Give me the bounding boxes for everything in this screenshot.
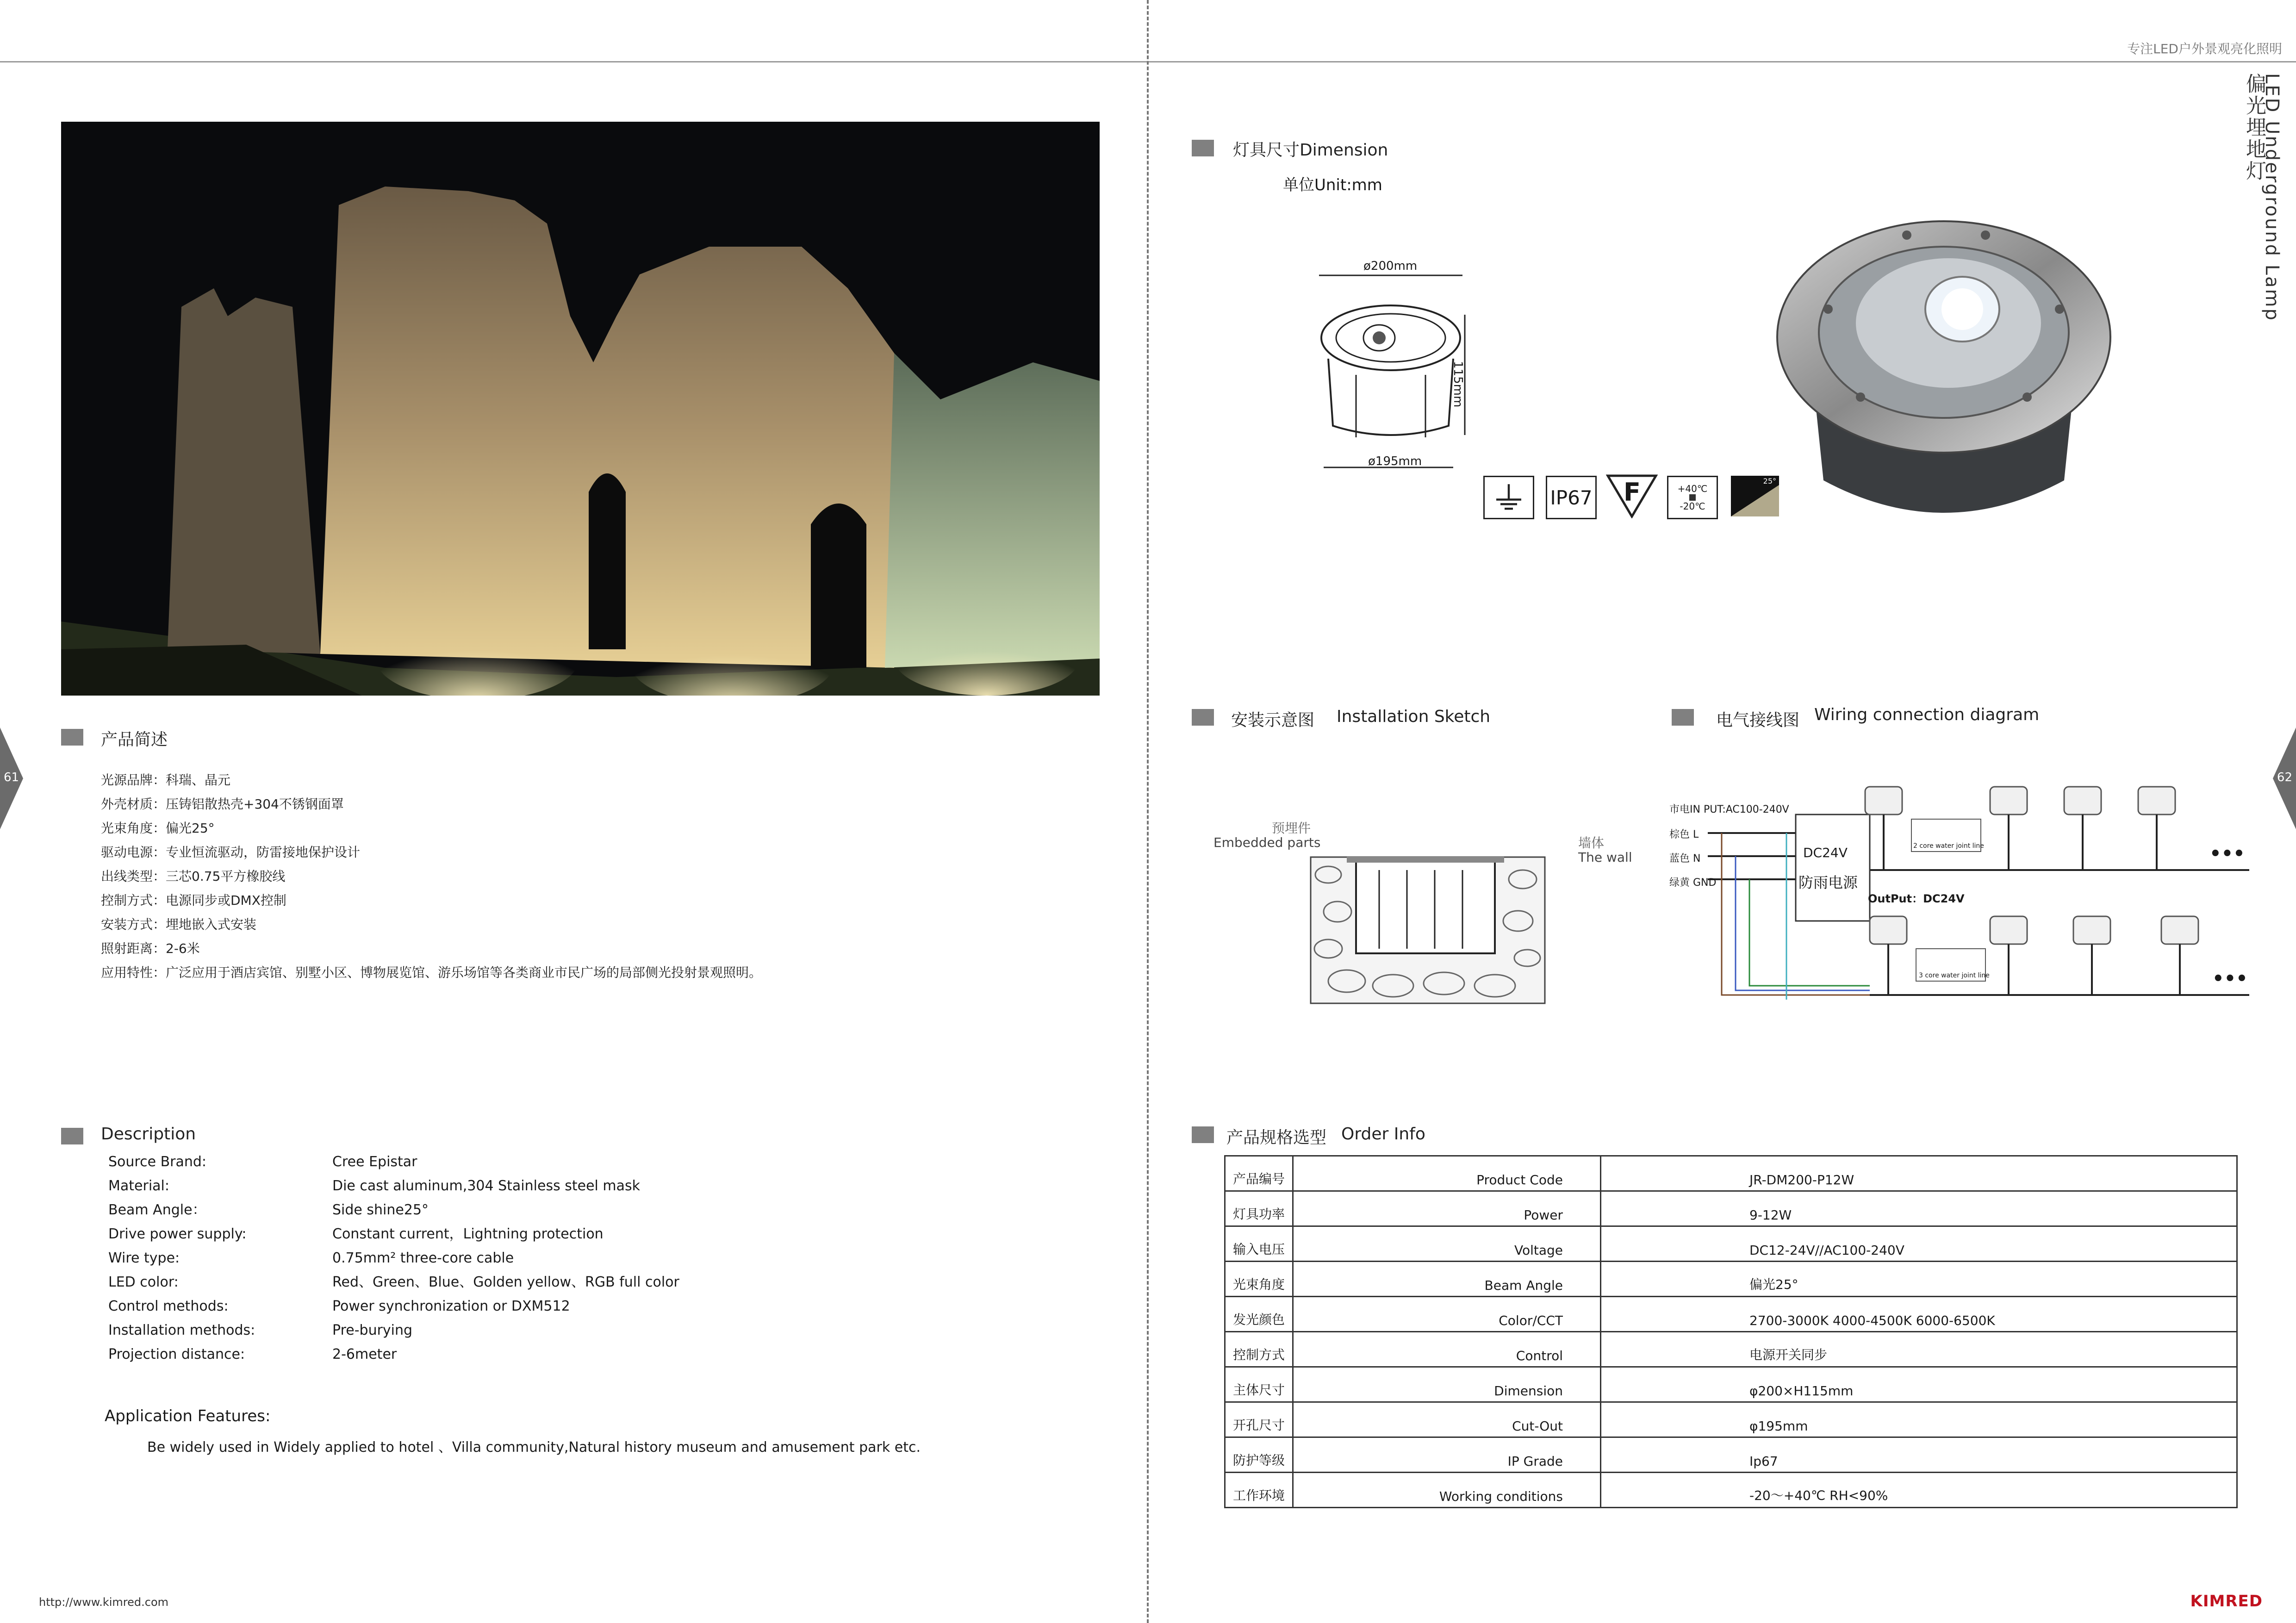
row-en: Working conditions: [1293, 1473, 1601, 1508]
right-page-number: 62: [2277, 771, 2292, 784]
overview-line: 外壳材质：压铸铝散热壳+304不锈钢面罩: [101, 796, 344, 812]
table-row: [1225, 1332, 2237, 1367]
wiring-input-label: 市电IN PUT:AC100-240V: [1669, 804, 1789, 815]
overview-line: 出线类型：三芯0.75平方橡胶线: [101, 869, 286, 884]
desc-key: Installation methods:: [108, 1322, 255, 1338]
row-cn: 主体尺寸: [1225, 1367, 1293, 1402]
row-value: DC12-24V//AC100-240V: [1601, 1226, 2237, 1262]
row-value: φ195mm: [1601, 1402, 2237, 1437]
overview-line: 应用特性：广泛应用于酒店宾馆、别墅小区、博物展览馆、游乐场馆等各类商业市民广场的局部侧光投射景观照明。: [101, 965, 762, 980]
row-value: 电源开关同步: [1601, 1332, 2237, 1367]
ip67-icon: IP67: [1546, 476, 1597, 519]
row-cn: 灯具功率: [1225, 1191, 1293, 1226]
header-tagline: 专注LED户外景观亮化照明: [2127, 41, 2282, 56]
application-title: Application Features:: [105, 1407, 271, 1425]
unit-label: 单位Unit:mm: [1283, 176, 1382, 194]
table-row: [1225, 1367, 2237, 1402]
psu-name: 防雨电源: [1798, 874, 1858, 891]
desc-key: LED color:: [108, 1274, 179, 1290]
desc-key: Beam Angle：: [108, 1202, 206, 1218]
overview-line: 驱动电源：专业恒流驱动，防雷接地保护设计: [101, 845, 361, 860]
row-en: Cut-Out: [1293, 1402, 1601, 1437]
temperature-icon: [1667, 476, 1718, 519]
description-keys: [108, 1150, 340, 1367]
application-text: Be widely used in Widely applied to hotel 、Villa community,Natural history museum and amusement park etc.: [147, 1439, 921, 1455]
row-value: -20～+40℃ RH<90%: [1601, 1473, 2237, 1508]
overview-title: 产品简述: [101, 730, 168, 749]
temp-high: +40℃: [1677, 483, 1708, 494]
table-row: [1225, 1402, 2237, 1437]
desc-value: 2-6meter: [332, 1346, 397, 1362]
row-value: JR-DM200-P12W: [1601, 1156, 2237, 1191]
joint-label-1: 2 core water joint line: [1913, 842, 1984, 850]
row-en: Beam Angle: [1293, 1262, 1601, 1297]
top-diameter-label: ø200mm: [1363, 259, 1418, 273]
application-photo: [61, 122, 1100, 696]
wiring-n-label: 蓝色 N: [1669, 853, 1701, 864]
dimension-title: 灯具尺寸Dimension: [1233, 141, 1388, 160]
desc-value: Red、Green、Blue、Golden yellow、RGB full color: [332, 1274, 679, 1290]
joint-label-2: 3 core water joint line: [1919, 972, 1990, 979]
section-bullet: [1192, 1126, 1214, 1143]
description-values: [332, 1150, 934, 1367]
desc-key: Projection distance:: [108, 1346, 245, 1362]
row-cn: 开孔尺寸: [1225, 1402, 1293, 1437]
row-value: φ200×H115mm: [1601, 1367, 2237, 1402]
wall-label-en: The wall: [1578, 850, 1632, 865]
table-row: [1225, 1156, 2237, 1191]
table-row: [1225, 1191, 2237, 1226]
row-en: Voltage: [1293, 1226, 1601, 1262]
row-en: Dimension: [1293, 1367, 1601, 1402]
embedded-label-en: Embedded parts: [1213, 835, 1321, 850]
lamp-product-image: [1768, 193, 2120, 545]
row-cn: 控制方式: [1225, 1332, 1293, 1367]
overview-line: 照射距离：2-6米: [101, 941, 200, 956]
embedded-label-cn: 预埋件: [1272, 821, 1311, 836]
temp-low: -20℃: [1680, 501, 1705, 512]
wiring-l-label: 棕色 L: [1669, 829, 1699, 840]
order-info-table: [1224, 1155, 2238, 1508]
wiring-gnd-label: 绿黄 GND: [1669, 877, 1717, 889]
installation-sketch: [1310, 856, 1546, 1004]
desc-value: Constant current，Lightning protection: [332, 1226, 604, 1242]
desc-value: Power synchronization or DXM512: [332, 1298, 570, 1314]
row-cn: 工作环境: [1225, 1473, 1293, 1508]
order-title-en: Order Info: [1341, 1125, 1425, 1144]
f-mark-letter: F: [1624, 478, 1641, 507]
ground-icon: [1483, 476, 1534, 519]
row-value: 偏光25°: [1601, 1262, 2237, 1297]
beam-angle-text: 25°: [1763, 477, 1776, 485]
continuation-dots-2: •••: [2212, 968, 2248, 989]
desc-key: Source Brand:: [108, 1154, 207, 1170]
desc-key: Material:: [108, 1178, 169, 1194]
height-label: 115mm: [1451, 361, 1465, 408]
vertical-title-en: LED Underground Lamp: [2261, 73, 2283, 322]
f-mark-icon: [1606, 474, 1658, 518]
desc-key: Drive power supply:: [108, 1226, 247, 1242]
desc-value: Cree Epistar: [332, 1154, 417, 1170]
section-bullet: [61, 729, 83, 746]
footer-url[interactable]: http://www.kimred.com: [39, 1596, 169, 1609]
section-bullet: [1192, 709, 1214, 726]
wall-label-cn: 墙体: [1578, 835, 1605, 851]
section-bullet: [1192, 140, 1214, 156]
wiring-output-label: OutPut：DC24V: [1868, 892, 1965, 905]
row-cn: 输入电压: [1225, 1226, 1293, 1262]
bottom-diameter-label: ø195mm: [1368, 454, 1422, 468]
table-row: [1225, 1226, 2237, 1262]
row-cn: 产品编号: [1225, 1156, 1293, 1191]
section-bullet: [61, 1128, 83, 1144]
row-cn: 发光颜色: [1225, 1297, 1293, 1332]
brand-logo: KIMRED: [2190, 1592, 2263, 1611]
row-value: 2700-3000K 4000-4500K 6000-6500K: [1601, 1297, 2237, 1332]
desc-key: Control methods:: [108, 1298, 229, 1314]
desc-value: Pre-burying: [332, 1322, 413, 1338]
wiring-title-en: Wiring connection diagram: [1814, 705, 2040, 724]
row-en: Power: [1293, 1191, 1601, 1226]
row-cn: 防护等级: [1225, 1437, 1293, 1473]
psu-voltage: DC24V: [1803, 845, 1848, 860]
continuation-dots-1: •••: [2209, 843, 2245, 864]
row-value: 9-12W: [1601, 1191, 2237, 1226]
install-title-cn: 安装示意图: [1231, 711, 1315, 730]
desc-value: Die cast aluminum,304 Stainless steel mask: [332, 1178, 641, 1194]
row-value: Ip67: [1601, 1437, 2237, 1473]
overview-line: 光束角度：偏光25°: [101, 821, 215, 836]
overview-line: 控制方式：电源同步或DMX控制: [101, 893, 286, 908]
row-en: IP Grade: [1293, 1437, 1601, 1473]
overview-line: 安装方式：埋地嵌入式安装: [101, 917, 257, 932]
table-row: [1225, 1297, 2237, 1332]
page-fold-line: [1147, 0, 1149, 1623]
install-title-en: Installation Sketch: [1337, 707, 1491, 726]
row-cn: 光束角度: [1225, 1262, 1293, 1297]
wiring-title-cn: 电气接线图: [1716, 711, 1800, 730]
vertical-title-cn: 偏光埋地灯: [2242, 73, 2266, 182]
table-row: [1225, 1473, 2237, 1508]
table-row: [1225, 1437, 2237, 1473]
desc-key: Wire type:: [108, 1250, 180, 1266]
row-en: Control: [1293, 1332, 1601, 1367]
overview-line: 光源品牌：科瑞、晶元: [101, 772, 231, 788]
table-row: [1225, 1262, 2237, 1297]
left-page-number: 61: [4, 771, 19, 784]
temp-square: [1689, 494, 1696, 501]
desc-value: Side shine25°: [332, 1202, 429, 1218]
description-title: Description: [101, 1125, 196, 1144]
overview-list: [101, 768, 762, 985]
row-en: Color/CCT: [1293, 1297, 1601, 1332]
section-bullet: [1672, 709, 1694, 726]
row-en: Product Code: [1293, 1156, 1601, 1191]
desc-value: 0.75mm² three-core cable: [332, 1250, 514, 1266]
order-title-cn: 产品规格选型: [1226, 1128, 1327, 1147]
